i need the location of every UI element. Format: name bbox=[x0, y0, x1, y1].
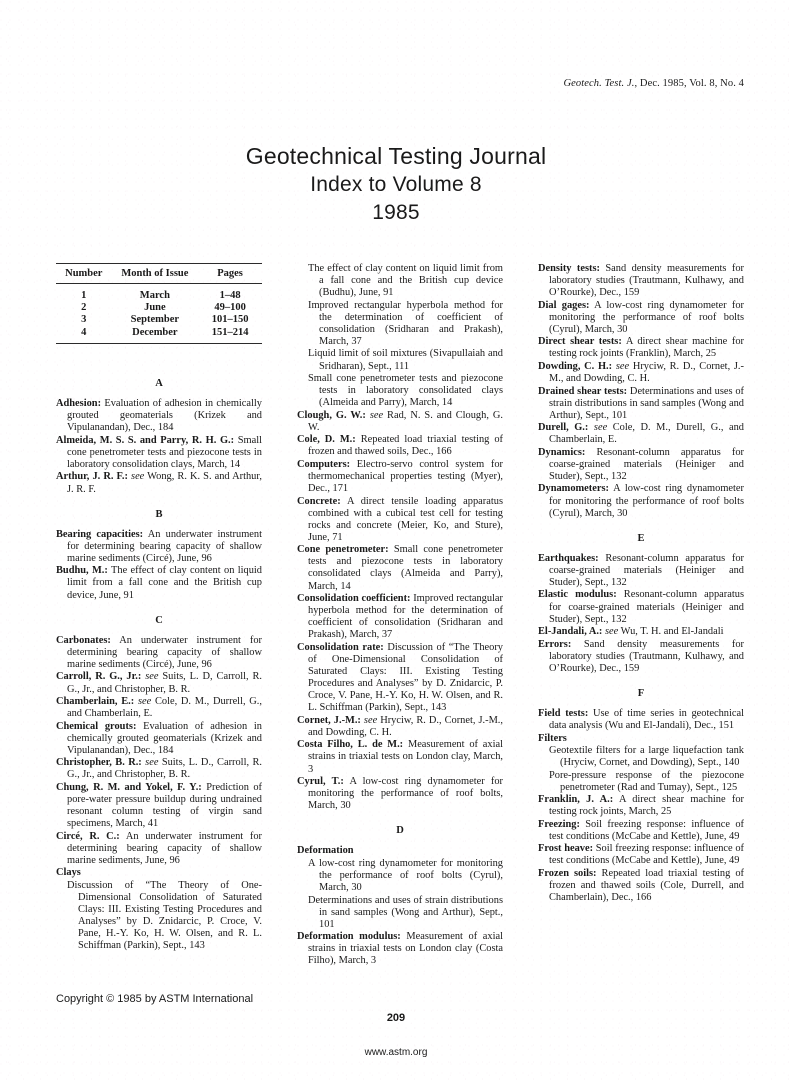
index-entry-text: Sand density measurements for laboratory studies (Trautmann, Kulhawy, and O’Rourke), Dec., 159 bbox=[549, 638, 744, 674]
index-entry-text: An underwater instrument for determining bearing capacity of shallow marine sediments, June, 96 bbox=[67, 830, 263, 866]
index-entry-term: Chung, R. M. and Yokel, F. Y.: bbox=[56, 781, 202, 793]
index-entry-text: A direct tensile loading apparatus combined with a cubical test cell for testing rocks and concrete (Meier, Ko, and Sture), June, 71 bbox=[308, 495, 503, 543]
column-header-number: Number bbox=[56, 264, 112, 284]
index-entry-term: Frost heave: bbox=[538, 843, 594, 855]
see-cross-reference: see bbox=[360, 714, 378, 726]
cell-pages: 151–214 bbox=[211, 326, 249, 338]
cell-pages: 101–150 bbox=[211, 314, 249, 326]
index-entry bbox=[56, 721, 262, 757]
index-entry-text: Small cone penetrometer tests and piezocone tests in laboratory consolidation clays, March, 14 bbox=[67, 434, 262, 470]
index-entry-text: A direct shear machine for testing rock joints, March, 25 bbox=[549, 794, 744, 818]
cell-pages: 49–100 bbox=[214, 302, 246, 314]
index-entry bbox=[297, 593, 503, 641]
cell-number: 2 bbox=[81, 302, 87, 314]
index-entry bbox=[297, 642, 503, 715]
title-line-1: Geotechnical Testing Journal bbox=[245, 143, 547, 169]
index-entry bbox=[56, 635, 262, 671]
index-entry-text: Wong, R. K. S. and Arthur, J. R. F. bbox=[67, 471, 263, 495]
running-head-journal: Geotech. Test. J. bbox=[563, 78, 635, 89]
index-entry bbox=[297, 715, 503, 739]
index-entry bbox=[56, 565, 262, 601]
index-entry-term: Cornet, J.-M.: bbox=[297, 714, 361, 726]
index-entry-text: Soil freezing response: influence of test conditions (McCabe and Kettle), June, 49 bbox=[549, 843, 744, 867]
index-entry bbox=[538, 386, 744, 422]
index-entry-term: Dynamics: bbox=[538, 446, 586, 458]
index-entry-term: Dynamometers: bbox=[538, 483, 609, 495]
index-entry bbox=[538, 483, 744, 519]
index-subentry bbox=[538, 745, 744, 769]
index-entry-text: Pore-pressure response of the piezocone penetrometer (Rad and Tumay), Sept., 125 bbox=[549, 769, 744, 793]
index-entry-term: Density tests: bbox=[538, 263, 600, 274]
index-entry-term: Carbonates: bbox=[56, 634, 111, 646]
cell-number: 4 bbox=[81, 326, 87, 338]
index-entry-text: Resonant-column apparatus for coarse-grained materials (Heiniger and Studer), Sept., 132 bbox=[549, 589, 744, 625]
index-entry-text: An underwater instrument for determining bearing capacity of shallow marine sediments (Circé), June, 96 bbox=[67, 634, 262, 670]
index-subentry bbox=[297, 895, 503, 931]
see-cross-reference: see bbox=[588, 422, 608, 434]
index-entry-term: Chemical grouts: bbox=[56, 720, 137, 732]
index-columns bbox=[56, 263, 744, 967]
index-entry-text: Prediction of pore-water pressure buildup during undrained resonant column testing of virgin sand specimens, March, 41 bbox=[67, 781, 263, 830]
see-cross-reference: see bbox=[612, 360, 630, 372]
index-entry-term: Bearing capacities: bbox=[56, 528, 144, 540]
running-head-issue: , Dec. 1985, Vol. 8, No. 4 bbox=[634, 78, 744, 89]
index-entry-text: A low-cost ring dynamometer for monitoring the performance of roof bolts (Cyrul), March, 30 bbox=[308, 857, 503, 894]
cell-number: 1 bbox=[81, 290, 87, 301]
section-letter-f: F bbox=[637, 687, 645, 699]
cell-month: December bbox=[132, 326, 178, 338]
index-entry bbox=[56, 757, 262, 781]
page-number: 209 bbox=[386, 1012, 406, 1024]
index-entry bbox=[297, 434, 503, 458]
index-entry-text: Resonant-column apparatus for coarse-grained materials (Heiniger and Studer), Sept., 132 bbox=[549, 552, 744, 588]
index-entry-term: Almeida, M. S. S. and Parry, R. H. G.: bbox=[56, 434, 235, 446]
index-entry bbox=[297, 776, 503, 812]
index-column-3 bbox=[538, 263, 744, 905]
index-entry-text: Evaluation of adhesion in chemically grouted geomaterials (Krizek and Vipulanandan), Dec., 184 bbox=[67, 398, 262, 434]
index-entry-term: Earthquakes: bbox=[538, 552, 599, 564]
index-entry bbox=[56, 398, 262, 434]
index-entry-term: Franklin, J. A.: bbox=[538, 794, 614, 806]
index-entry-term: Cone penetrometer: bbox=[297, 544, 389, 556]
index-entry-text: Determinations and uses of strain distributions in sand samples (Wong and Arthur), Sept., 101 bbox=[308, 894, 503, 930]
index-subentry bbox=[297, 348, 503, 372]
index-entry-term: Carroll, R. G., Jr.: bbox=[56, 671, 142, 683]
index-entry bbox=[538, 626, 744, 638]
index-subentry bbox=[538, 770, 744, 794]
index-entry-term: Durell, G.: bbox=[538, 422, 589, 434]
cell-month: March bbox=[139, 290, 170, 301]
index-entry bbox=[538, 263, 744, 299]
index-entry-term: Filters bbox=[538, 732, 567, 744]
cell-month: September bbox=[130, 314, 180, 326]
see-cross-reference: see bbox=[141, 671, 159, 683]
index-entry-term: Christopher, B. R.: bbox=[56, 757, 142, 769]
index-entry-term: Frozen soils: bbox=[538, 867, 597, 879]
cell-number: 3 bbox=[81, 314, 87, 326]
index-entry bbox=[538, 422, 744, 446]
index-entry-text: Discussion of “The Theory of One-Dimensional Consolidation of Saturated Clays: III. Existing Testing Procedures and Analyses” by D. Znidarcic, P. Croce, V. Pane, H.-Y. Ko, H. W. Olsen, and R. L. Schiffman (Parkin), Sept., 143 bbox=[308, 641, 503, 714]
index-entry-term: Cole, D. M.: bbox=[297, 434, 356, 446]
index-entry-text: Evaluation of adhesion in chemically grouted geomaterials (Krizek and Vipulanandan), Dec., 184 bbox=[67, 720, 262, 756]
index-entry-text: Rad, N. S. and Clough, G. W. bbox=[308, 409, 503, 433]
index-entry-term: Circé, R. C.: bbox=[56, 830, 120, 842]
index-entry-term: Consolidation coefficient: bbox=[297, 593, 411, 605]
index-entry-text: Suits, L. D, Carroll, R. G., Jr., and Christopher, B. R. bbox=[67, 671, 262, 695]
index-entry-text: A direct shear machine for testing rock joints (Franklin), March, 25 bbox=[549, 336, 744, 360]
index-entry-text: Cole, D. M., Durrell, G., and Chamberlain, E. bbox=[67, 696, 262, 720]
index-entry-text: Determinations and uses of strain distributions in sand samples (Wong and Arthur), Sept., 101 bbox=[549, 385, 744, 421]
index-entry bbox=[297, 410, 503, 434]
see-cross-reference: see bbox=[134, 696, 152, 708]
index-entry-term: Field tests: bbox=[538, 708, 589, 719]
index-entry-term: Consolidation rate: bbox=[297, 641, 384, 653]
index-entry-text: Cole, D. M., Durell, G., and Chamberlain, E. bbox=[549, 422, 744, 446]
index-entry-term: Arthur, J. R. F.: bbox=[56, 471, 128, 483]
index-entry bbox=[538, 639, 744, 675]
section-letter-a: A bbox=[155, 378, 163, 389]
index-entry-term: Deformation modulus: bbox=[297, 931, 401, 943]
index-entry-text: Use of time series in geotechnical data analysis (Wu and El-Jandali), Dec., 151 bbox=[549, 708, 744, 732]
index-subentry bbox=[56, 880, 262, 953]
section-letter-c: C bbox=[155, 614, 163, 626]
title-line-2: Index to Volume 8 bbox=[310, 173, 482, 196]
index-entry-text: Small cone penetrometer tests and piezocone tests in laboratory consolidated clays (Almeida and Parry), March, 14 bbox=[308, 373, 503, 409]
index-entry-term: Clough, G. W.: bbox=[297, 409, 366, 421]
index-entry-term: Chamberlain, E.: bbox=[56, 696, 135, 708]
index-entry bbox=[56, 831, 262, 867]
index-entry bbox=[538, 447, 744, 483]
index-entry bbox=[538, 868, 744, 904]
column-header-month: Month of Issue bbox=[112, 264, 199, 284]
index-entry-text: Repeated load triaxial testing of frozen and thawed soils (Cole, Durrell, and Chamberlain), Dec., 166 bbox=[549, 867, 744, 904]
index-entry-text: A low-cost ring dynamometer for monitoring the performance of roof bolts, March, 30 bbox=[308, 776, 503, 812]
index-entry-text: Sand density measurements for laboratory studies (Trautmann, Kulhawy, and O’Rourke), Dec., 159 bbox=[549, 263, 744, 299]
index-entry bbox=[538, 553, 744, 589]
index-entry bbox=[297, 931, 503, 967]
see-cross-reference: see bbox=[141, 757, 159, 769]
index-entry bbox=[56, 671, 262, 695]
index-entry-term: Elastic modulus: bbox=[538, 589, 617, 601]
index-entry-text: Liquid limit of soil mixtures (Sivapullaiah and Sridharan), Sept., 111 bbox=[308, 348, 503, 372]
index-entry-text: An underwater instrument for determining bearing capacity of shallow marine sediments (Circé), June, 96 bbox=[67, 528, 262, 564]
index-subentry bbox=[297, 858, 503, 894]
index-entry-term: Dial gages: bbox=[538, 299, 590, 311]
running-head bbox=[563, 78, 744, 89]
index-entry-term: Costa Filho, L. de M.: bbox=[297, 739, 404, 751]
index-entry bbox=[297, 459, 503, 495]
copyright-notice: Copyright © 1985 by ASTM International bbox=[56, 993, 254, 1005]
see-cross-reference: see bbox=[127, 471, 145, 483]
index-entry-text: Repeated load triaxial testing of frozen and thawed soils, Dec., 166 bbox=[308, 434, 503, 458]
index-entry-text: The effect of clay content on liquid limit from a fall cone and the British cup device (Budhu), June, 91 bbox=[308, 263, 503, 299]
index-entry-term: Cyrul, T.: bbox=[297, 776, 344, 788]
index-entry bbox=[56, 435, 262, 471]
index-entry-term: Errors: bbox=[538, 638, 572, 650]
index-entry-heading bbox=[297, 845, 503, 857]
section-letter-d: D bbox=[396, 825, 404, 837]
index-entry-text: A low-cost ring dynamometer for monitoring the performance of roof bolts (Cyrul), March, 30 bbox=[549, 483, 744, 519]
index-entry-term: Direct shear tests: bbox=[538, 336, 622, 348]
index-entry-text: Electro-servo control system for thermomechanical properties testing (Myer), Dec., 171 bbox=[308, 458, 503, 495]
index-entry-text: Hryciw, R. D., Cornet, J.-M., and Dowding, C. H. bbox=[308, 714, 504, 738]
index-subentry bbox=[297, 300, 503, 348]
index-entry-text: Suits, L. D., Carroll, R. G., Jr., and Christopher, B. R. bbox=[67, 757, 262, 781]
astm-url[interactable]: www.astm.org bbox=[364, 1047, 428, 1058]
index-entry bbox=[538, 336, 744, 360]
index-entry-text: Improved rectangular hyperbola method for the determination of coefficient of consolidation (Sridharan and Prakash), March, 37 bbox=[308, 299, 503, 347]
column-header-pages: Pages bbox=[198, 264, 262, 284]
index-entry bbox=[538, 843, 744, 867]
index-entry-text: Wu, T. H. and El-Jandali bbox=[618, 626, 724, 638]
index-entry-term: Adhesion: bbox=[56, 398, 102, 410]
index-subentry bbox=[297, 263, 503, 299]
index-entry-text: Measurement of axial strains in triaxial tests on London clay (Costa Filho), March, 3 bbox=[308, 931, 503, 967]
index-entry-text: Discussion of “The Theory of One-Dimensional Consolidation of Saturated Clays: III. Existing Testing Procedures and Analyses” by D. Znidarcic, P. Croce, V. Pane, H.-Y. Ko, H. W. Olsen, and R. L. Schiffman (Parkin), Sept., 143 bbox=[67, 879, 262, 952]
index-entry-term: Drained shear tests: bbox=[538, 385, 628, 397]
cell-month: June bbox=[144, 302, 166, 314]
section-letter-b: B bbox=[155, 508, 163, 520]
section-letter-e: E bbox=[637, 532, 645, 544]
index-entry-term: Budhu, M.: bbox=[56, 565, 108, 577]
index-entry-text: Improved rectangular hyperbola method for the determination of coefficient of consolidation (Sridharan and Prakash), March, 37 bbox=[308, 593, 504, 641]
index-entry-term: Dowding, C. H.: bbox=[538, 360, 613, 372]
index-entry bbox=[56, 471, 262, 495]
index-entry-term: Freezing: bbox=[538, 818, 580, 830]
index-entry-text: A low-cost ring dynamometer for monitoring the performance of roof bolts (Cyrul), March, 30 bbox=[549, 299, 744, 335]
index-entry-text: Soil freezing response: influence of test conditions (McCabe and Kettle), June, 49 bbox=[549, 818, 744, 842]
index-entry-term: Deformation bbox=[297, 845, 354, 857]
index-entry bbox=[56, 782, 262, 830]
index-entry-term: Computers: bbox=[297, 458, 351, 470]
index-column-1 bbox=[56, 263, 262, 953]
index-entry bbox=[297, 544, 503, 592]
index-entry-text: Resonant-column apparatus for coarse-grained materials (Heiniger and Studer), Sept., 132 bbox=[549, 446, 744, 482]
index-entry-term: Concrete: bbox=[297, 495, 341, 507]
index-entry-term: El-Jandali, A.: bbox=[538, 626, 603, 638]
index-entry-heading bbox=[538, 733, 744, 745]
index-entry bbox=[538, 361, 744, 385]
index-entry bbox=[56, 696, 262, 720]
index-subentry bbox=[297, 373, 503, 409]
index-entry bbox=[538, 794, 744, 818]
index-entry-text: Hryciw, R. D., Cornet, J.-M., and Dowding, C. H. bbox=[549, 360, 744, 385]
index-entry-heading bbox=[56, 867, 262, 879]
index-column-2 bbox=[297, 263, 503, 968]
index-entry bbox=[297, 739, 503, 775]
index-entry bbox=[56, 529, 262, 565]
see-cross-reference: see bbox=[365, 409, 384, 421]
title-line-3: 1985 bbox=[372, 201, 420, 224]
index-entry bbox=[538, 300, 744, 336]
page-title bbox=[0, 142, 792, 227]
index-entry bbox=[297, 496, 503, 544]
index-entry-text: The effect of clay content on liquid limit from a fall cone and the British cup device, June, 91 bbox=[67, 565, 262, 601]
index-entry-term: Clays bbox=[56, 867, 81, 879]
cell-pages: 1–48 bbox=[219, 290, 241, 301]
index-entry bbox=[538, 589, 744, 625]
index-entry bbox=[538, 819, 744, 843]
index-entry-text: Measurement of axial strains in triaxial tests on London clay, March, 3 bbox=[308, 739, 503, 775]
index-entry-text: Small cone penetrometer tests and piezocone tests in laboratory consolidated clays (Almeida and Parry), March, 14 bbox=[308, 544, 503, 592]
see-cross-reference: see bbox=[602, 626, 619, 638]
index-entry bbox=[538, 708, 744, 732]
index-entry-text: Geotextile filters for a large liquefaction tank (Hryciw, Cornet, and Dowding), Sept., 140 bbox=[549, 745, 744, 769]
